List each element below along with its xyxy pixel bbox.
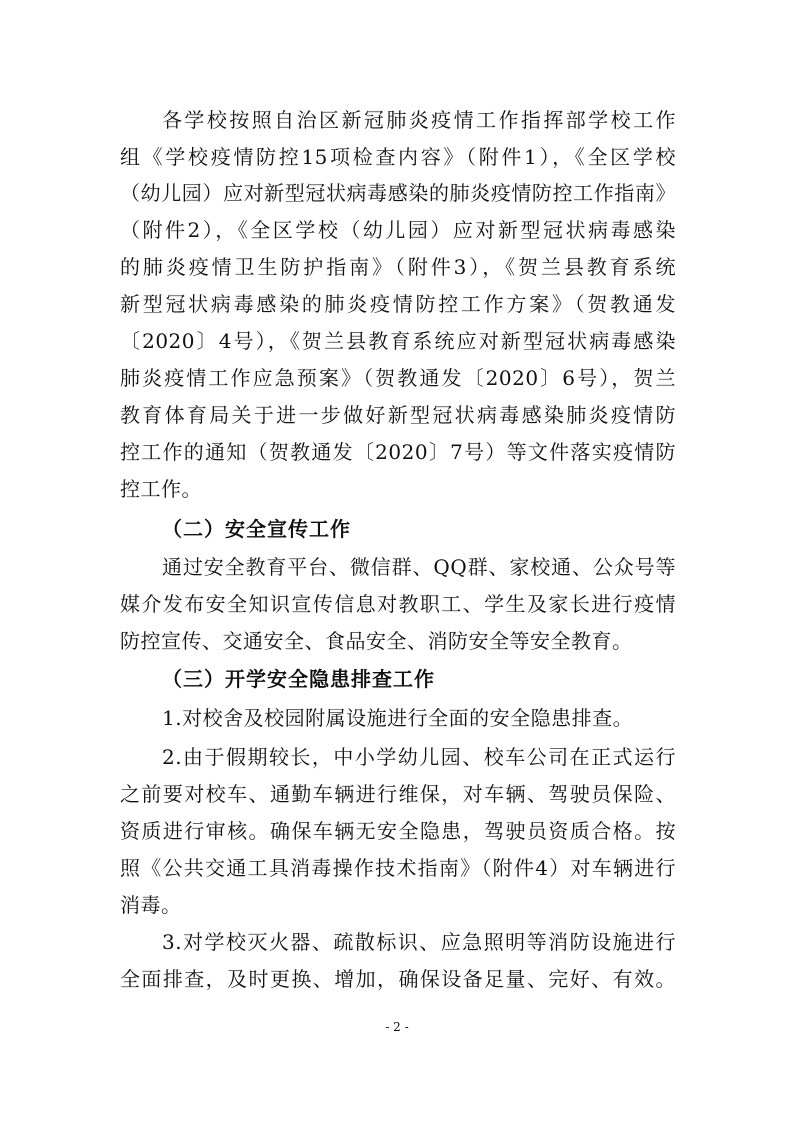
paragraph-line: 新型冠状病毒感染的肺炎疫情防控工作方案》（贺教通发 [120, 292, 676, 316]
paragraph-line: 通过安全教育平台、微信群、QQ群、家校通、公众号等 [162, 555, 676, 579]
list-item: 3.对学校灭火器、疏散标识、应急照明等消防设施进行 [162, 930, 676, 954]
paragraph-line: 组《学校疫情防控15项检查内容》（附件1），《全区学校 [120, 145, 676, 169]
paragraph-line: 的肺炎疫情卫生防护指南》（附件3），《贺兰县教育系统 [120, 255, 676, 279]
paragraph-line: 之前要对校车、通勤车辆进行维保，对车辆、驾驶员保险、 [120, 782, 676, 806]
paragraph-line: 资质进行审核。确保车辆无安全隐患，驾驶员资质合格。按 [120, 819, 676, 843]
paragraph-line: （幼儿园）应对新型冠状病毒感染的肺炎疫情防控工作指南》 [120, 181, 676, 205]
page-number: - 2 - [385, 1020, 409, 1034]
paragraph-line: 消毒。 [120, 893, 182, 917]
paragraph-line: 〔2020〕4号），《贺兰县教育系统应对新型冠状病毒感染 [120, 329, 676, 353]
list-item: 1.对校舍及校园附属设施进行全面的安全隐患排查。 [162, 706, 634, 730]
paragraph-line: （附件2），《全区学校（幼儿园）应对新型冠状病毒感染 [120, 218, 676, 242]
section-heading: （三）开学安全隐患排查工作 [162, 667, 435, 691]
paragraph-line: 防控宣传、交通安全、食品安全、消防安全等安全教育。 [120, 629, 633, 653]
paragraph-line: 全面排查，及时更换、增加，确保设备足量、完好、有效。 [120, 967, 676, 991]
paragraph-line: 控工作的通知（贺教通发〔2020〕7号）等文件落实疫情防 [120, 440, 676, 464]
paragraph-line: 教育体育局关于进一步做好新型冠状病毒感染肺炎疫情防 [120, 403, 676, 427]
paragraph-line: 肺炎疫情工作应急预案》（贺教通发〔2020〕6号），贺兰 [120, 366, 676, 390]
section-heading: （二）安全宣传工作 [162, 517, 351, 541]
list-item: 2.由于假期较长，中小学幼儿园、校车公司在正式运行 [162, 745, 676, 769]
paragraph-line: 照《公共交通工具消毒操作技术指南》（附件4）对车辆进行 [120, 856, 676, 880]
paragraph-line: 媒介发布安全知识宣传信息对教职工、学生及家长进行疫情 [120, 592, 676, 616]
paragraph-line: 各学校按照自治区新冠肺炎疫情工作指挥部学校工作 [162, 108, 676, 132]
paragraph-line: 控工作。 [120, 477, 202, 501]
